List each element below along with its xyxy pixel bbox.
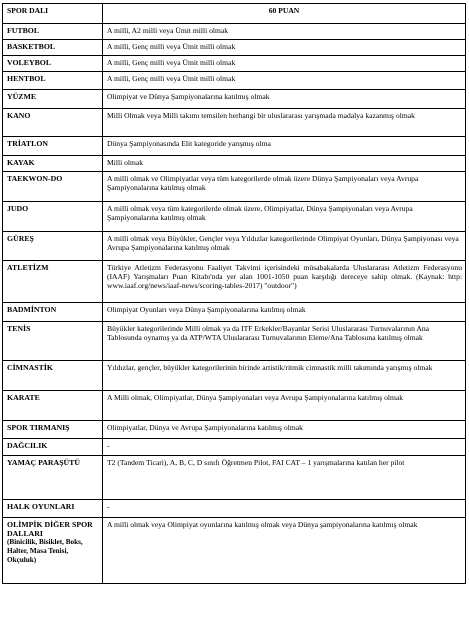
sport-name: GÜREŞ — [3, 232, 103, 261]
header-sport-branch: SPOR DALI — [3, 4, 103, 24]
table-row — [3, 261, 466, 303]
sport-name: KANO — [3, 109, 103, 137]
sport-criteria: Dünya Şampiyonasında Elit kategoride yarışmış olma — [103, 137, 466, 156]
table-row — [3, 500, 466, 518]
sport-name: OLİMPİK DİĞER SPOR DALLARI — [7, 519, 93, 538]
table-row — [3, 202, 466, 232]
sport-name: DAĞCILIK — [3, 439, 103, 456]
sport-criteria: Türkiye Atletizm Federasyonu Faaliyet Takvimi içerisindeki müsabakalarda Uluslararası Atletizm Federasyonu (IAAF) Yarışmaları Puan Kitabı'nda yer alan 1001-1050 puan karşılığı dereceye sahip olmak. (Kaynak: http: www.iaaf.org/news/iaaf-news/scoring-tables-2017) "outdoor") — [103, 261, 466, 303]
sport-name: KAYAK — [3, 156, 103, 172]
header-60-points: 60 PUAN — [103, 4, 466, 24]
sport-criteria: Yıldızlar, gençler, büyükler kategorilerinin birinde artistik/ritmik cimnastik milli takımında yarışmış olmak — [103, 361, 466, 391]
table-row — [3, 40, 466, 56]
sport-criteria: A milli olmak veya tüm kategorilerde olmak üzere, Olimpiyatlar, Dünya Şampiyonaları veya Avrupa Şampiyonalarına katılmış olmak — [103, 202, 466, 232]
sport-subtitle: (Binicilik, Bisiklet, Boks, Halter, Masa Tenisi, Okçuluk) — [7, 537, 83, 564]
sport-criteria: Olimpiyat ve Dünya Şampiyonalarına katılmış olmak — [103, 90, 466, 109]
sport-name: ATLETİZM — [3, 261, 103, 303]
table-row — [3, 322, 466, 361]
sport-criteria: T2 (Tandem Ticari), A, B, C, D sınıfı Öğretmen Pilot, FAI CAT – 1 yarışmalarına katılan her pilot — [103, 456, 466, 500]
sport-name: JUDO — [3, 202, 103, 232]
table-row — [3, 109, 466, 137]
sport-name: HALK OYUNLARI — [3, 500, 103, 518]
table-row — [3, 56, 466, 72]
sport-criteria: A milli, A2 milli veya Ümit milli olmak — [103, 24, 466, 40]
sport-criteria: A milli, Genç milli veya Ümit milli olmak — [103, 56, 466, 72]
table-row — [3, 518, 466, 584]
table-row — [3, 361, 466, 391]
sport-criteria: A milli olmak ve Olimpiyatlar veya tüm kategorilerde olmak üzere Dünya Şampiyonaları veya Avrupa Şampiyonalarına katılmış olmak — [103, 172, 466, 202]
table-row — [3, 421, 466, 439]
sport-name: YÜZME — [3, 90, 103, 109]
sport-name: VOLEYBOL — [3, 56, 103, 72]
table-row — [3, 391, 466, 421]
sport-criteria: Olimpiyatlar, Dünya ve Avrupa Şampiyonalarına katılmış olmak — [103, 421, 466, 439]
table-row — [3, 303, 466, 322]
sport-criteria: Olimpiyat Oyunları veya Dünya Şampiyonalarına katılmış olmak — [103, 303, 466, 322]
sport-criteria: - — [103, 439, 466, 456]
sport-criteria: A milli olmak veya Olimpiyat oyunlarına katılmış olmak veya Dünya şampiyonalarına katılmış olmak — [103, 518, 466, 584]
sport-criteria: A milli, Genç milli veya Ümit milli olmak — [103, 72, 466, 90]
sport-name: SPOR TIRMANIŞ — [3, 421, 103, 439]
sport-criteria: Milli Olmak veya Milli takımı temsilen herhangi bir uluslararası yarışmada madalya kazanmış olmak — [103, 109, 466, 137]
sport-name: FUTBOL — [3, 24, 103, 40]
table-row — [3, 232, 466, 261]
table-row — [3, 24, 466, 40]
sport-name-cell — [3, 518, 103, 584]
sport-criteria: A Milli olmak, Olimpiyatlar, Dünya Şampiyonaları veya Avrupa Şampiyonalarına katılmış olmak — [103, 391, 466, 421]
table-row — [3, 156, 466, 172]
header-row — [3, 4, 466, 24]
sport-name: TAEKWON-DO — [3, 172, 103, 202]
sport-name: TENİS — [3, 322, 103, 361]
sport-name: BADMİNTON — [3, 303, 103, 322]
table-row — [3, 72, 466, 90]
sport-name: YAMAÇ PARAŞÜTÜ — [3, 456, 103, 500]
table-row — [3, 456, 466, 500]
sport-name: BASKETBOL — [3, 40, 103, 56]
sport-name: TRİATLON — [3, 137, 103, 156]
table-row — [3, 137, 466, 156]
sport-name: HENTBOL — [3, 72, 103, 90]
sport-criteria: Milli olmak — [103, 156, 466, 172]
sport-name: CİMNASTİK — [3, 361, 103, 391]
sport-criteria: A milli olmak veya Büyükler, Gençler veya Yıldızlar kategorilerinde Olimpiyat Oyunları, Dünya Şampiyonası veya Avrupa Şampiyonalarına katılmış olmak — [103, 232, 466, 261]
sport-criteria: - — [103, 500, 466, 518]
sport-criteria: A milli, Genç milli veya Ümit milli olmak — [103, 40, 466, 56]
table-row — [3, 172, 466, 202]
sport-criteria: Büyükler kategorilerinde Milli olmak ya da ITF Erkekler/Bayanlar Serisi Uluslararası Turnuvalarının Ana Tablosunda oynamış ya da ATP/WTA Uluslararası Turnuvalarının Eleme/Ana Tablosuna katılmış olmak — [103, 322, 466, 361]
table-row — [3, 90, 466, 109]
sport-name: KARATE — [3, 391, 103, 421]
sport-points-table — [2, 3, 466, 584]
table-row — [3, 439, 466, 456]
